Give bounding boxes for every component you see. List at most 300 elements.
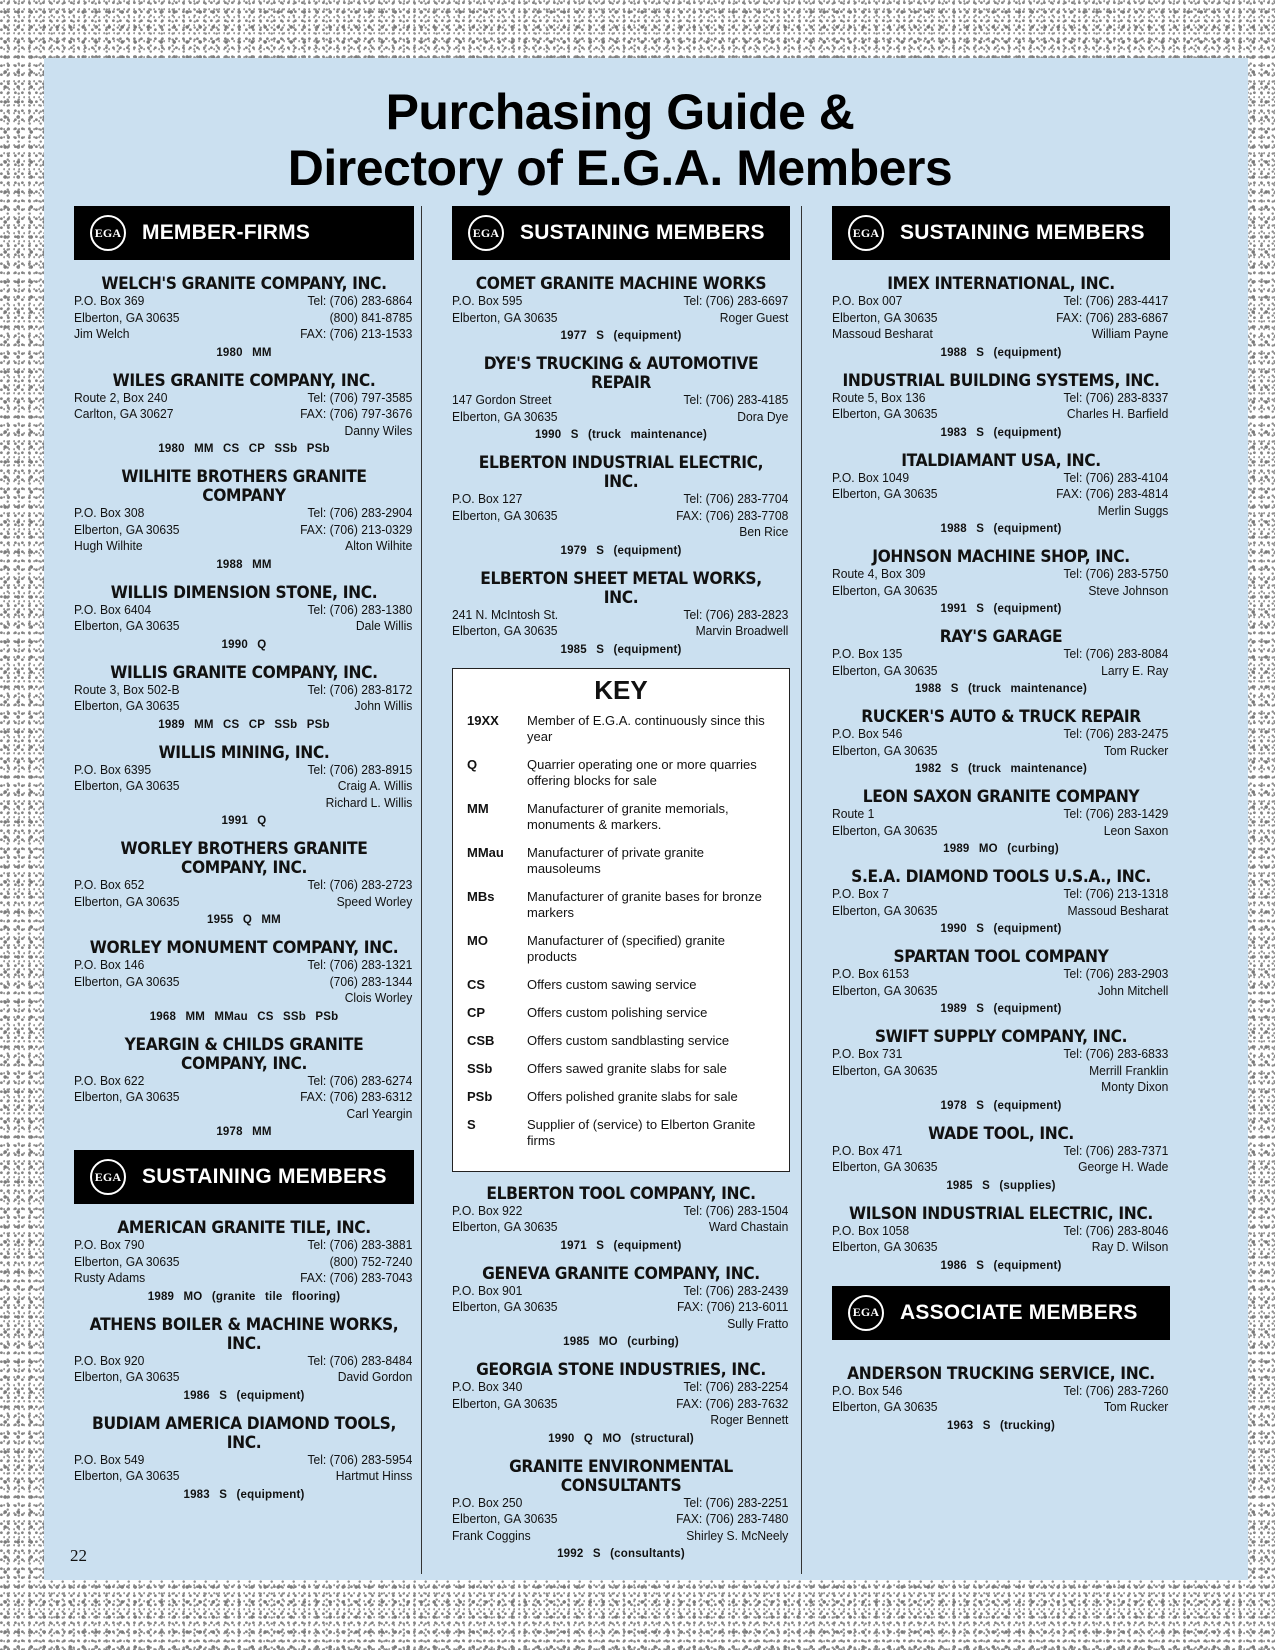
contact-line: (800) 752-7240 <box>329 1253 413 1269</box>
codes-text: 1983 S (equipment) <box>183 1488 305 1501</box>
contact-block <box>307 762 412 812</box>
contact-line: Tel: (706) 283-2251 <box>683 1494 789 1510</box>
directory-entry <box>832 787 1170 857</box>
address-line: Elberton, GA 30635 <box>832 982 938 998</box>
contact-line: Tel: (706) 283-2439 <box>683 1282 789 1298</box>
contact-line: George H. Wade <box>1078 1159 1169 1174</box>
address-block <box>832 1046 938 1096</box>
contact-line: Tel: (706) 283-2823 <box>683 606 789 622</box>
key-code: CSB <box>467 1032 495 1048</box>
codes-text: 1955 Q MM <box>207 914 281 926</box>
directory-entry <box>832 1204 1170 1274</box>
key-description: Supplier of (service) to Elberton Granite firms <box>527 1116 756 1148</box>
address-line: Elberton, GA 30635 <box>74 893 180 909</box>
company-name: S.E.A. DIAMOND TOOLS U.S.A., INC. <box>851 867 1151 886</box>
banner-label: SUSTAINING MEMBERS <box>520 221 765 244</box>
directory-list <box>74 274 414 1140</box>
banner-label: SUSTAINING MEMBERS <box>900 221 1145 244</box>
member-codes <box>832 1178 1170 1194</box>
member-codes <box>452 328 790 344</box>
contact-line: Massoud Besharat <box>1067 902 1169 918</box>
contact-line: Tel: (706) 283-4417 <box>1063 293 1169 308</box>
contact-line: Tel: (706) 283-2904 <box>307 505 413 520</box>
key-row <box>467 889 775 921</box>
entry-details <box>832 1143 1168 1176</box>
contact-line: John Willis <box>354 698 413 713</box>
key-description: Manufacturer of private granite mausoleums <box>527 844 705 876</box>
contact-line: Tel: (706) 283-6274 <box>307 1072 413 1088</box>
contact-line: Tel: (706) 283-1321 <box>307 957 413 972</box>
contact-line: Shirley S. McNeely <box>686 1527 789 1543</box>
member-codes <box>74 1009 414 1025</box>
company-name: JOHNSON MACHINE SHOP, INC. <box>872 547 1130 566</box>
address-line: P.O. Box 549 <box>74 1451 145 1467</box>
address-block <box>452 392 558 425</box>
member-codes <box>832 1258 1170 1274</box>
directory-entry <box>832 707 1170 777</box>
entry-details <box>832 646 1168 679</box>
contact-block <box>300 1237 412 1287</box>
key-code: MO <box>467 932 488 948</box>
contact-line: Sully Fratto <box>727 1315 789 1331</box>
key-description: Manufacturer of granite memorials, monuments & markers. <box>527 800 729 832</box>
contact-line: FAX: (706) 213-1533 <box>300 326 413 341</box>
address-line: Elberton, GA 30635 <box>74 309 180 325</box>
key-title: KEY <box>594 674 648 705</box>
contact-line: Leon Saxon <box>1103 822 1169 838</box>
contact-line: Monty Dixon <box>1101 1079 1169 1094</box>
contact-block <box>676 491 788 541</box>
banner-label: SUSTAINING MEMBERS <box>142 1165 387 1188</box>
contact-block <box>1063 886 1168 919</box>
company-name: WILHITE BROTHERS GRANITE COMPANY <box>121 467 367 505</box>
entry-details <box>74 602 412 635</box>
contact-block <box>1056 293 1168 343</box>
company-name: IMEX INTERNATIONAL, INC. <box>887 274 1115 293</box>
contact-block <box>307 602 412 635</box>
directory-entry <box>832 947 1170 1017</box>
contact-block <box>300 293 412 343</box>
address-block <box>832 726 938 759</box>
member-codes <box>832 1418 1170 1434</box>
key-description: Manufacturer of granite bases for bronze markers <box>527 888 762 920</box>
member-codes <box>74 717 414 733</box>
address-line: Elberton, GA 30635 <box>832 309 938 325</box>
key-row <box>467 977 775 993</box>
section-banner <box>832 1286 1170 1340</box>
address-block <box>452 1283 558 1333</box>
contact-line: Tel: (706) 283-8084 <box>1063 646 1169 661</box>
key-description: Offers polished granite slabs for sale <box>527 1088 738 1104</box>
title-line-2: Directory of E.G.A. Members <box>287 140 953 196</box>
contact-line: FAX: (706) 283-6312 <box>300 1089 413 1104</box>
address-line: Elberton, GA 30635 <box>452 623 558 638</box>
address-line: P.O. Box 250 <box>452 1494 523 1510</box>
company-name: WILLIS DIMENSION STONE, INC. <box>110 582 378 602</box>
address-line: Elberton, GA 30635 <box>452 1395 558 1411</box>
company-name: WORLEY BROTHERS GRANITE COMPANY, INC. <box>120 839 368 877</box>
contact-line: Carl Yeargin <box>346 1105 413 1121</box>
company-name: COMET GRANITE MACHINE WORKS <box>475 274 767 293</box>
address-line: Route 1 <box>832 806 875 821</box>
address-line: Elberton, GA 30635 <box>452 507 558 523</box>
directory-entry <box>74 274 414 361</box>
codes-text: 1986 S (equipment) <box>183 1389 305 1402</box>
contact-line: Larry E. Ray <box>1101 662 1169 678</box>
address-line: P.O. Box 790 <box>74 1237 145 1252</box>
directory-entry <box>452 274 790 344</box>
contact-line: Dora Dye <box>737 408 789 424</box>
address-line: Elberton, GA 30635 <box>74 521 180 537</box>
section-banner <box>452 206 790 260</box>
key-row <box>467 1033 775 1049</box>
address-block <box>74 682 180 715</box>
address-block <box>452 293 558 326</box>
entry-details <box>452 1283 788 1333</box>
contact-line: Ben Rice <box>739 524 789 539</box>
company-name: GRANITE ENVIRONMENTAL CONSULTANTS <box>509 1456 733 1495</box>
address-line: Jim Welch <box>74 326 130 341</box>
member-codes <box>832 681 1170 697</box>
address-block <box>74 390 173 440</box>
contact-line: Tel: (706) 283-4185 <box>683 392 789 407</box>
directory-entry <box>832 627 1170 697</box>
member-codes <box>452 427 790 443</box>
contact-line: Merrill Franklin <box>1089 1062 1169 1078</box>
contact-line: Steve Johnson <box>1088 582 1169 598</box>
address-block <box>74 1237 180 1287</box>
entry-details <box>74 1452 412 1485</box>
contact-line: Tel: (706) 213-1318 <box>1063 886 1169 901</box>
address-line: P.O. Box 920 <box>74 1352 145 1368</box>
contact-line: Tel: (706) 283-2254 <box>683 1379 789 1394</box>
codes-text: 1986 S (equipment) <box>940 1259 1062 1272</box>
contact-line: FAX: (706) 283-7708 <box>676 507 789 523</box>
entry-details <box>452 1203 788 1236</box>
directory-entry <box>452 1184 790 1254</box>
contact-line: Tel: (706) 283-5954 <box>307 1451 413 1467</box>
contact-line: FAX: (706) 283-6867 <box>1056 309 1169 325</box>
entry-details <box>832 470 1168 520</box>
address-line: P.O. Box 546 <box>832 1382 903 1398</box>
address-line: P.O. Box 135 <box>832 646 903 661</box>
entry-details <box>832 566 1168 599</box>
entry-details <box>452 607 788 640</box>
key-row <box>467 845 775 877</box>
key-description: Quarrier operating one or more quarries offering blocks for sale <box>527 756 757 788</box>
address-line: Rusty Adams <box>74 1270 146 1285</box>
address-line: P.O. Box 652 <box>74 877 145 892</box>
address-line: Elberton, GA 30635 <box>74 973 180 989</box>
address-line: P.O. Box 1049 <box>832 469 910 485</box>
codes-text: 1980 MM CS CP SSb PSb <box>158 443 330 455</box>
member-codes <box>832 921 1170 937</box>
contact-line: Hartmut Hinss <box>335 1468 413 1483</box>
key-code: Q <box>467 756 478 772</box>
address-line: P.O. Box 369 <box>74 293 145 308</box>
company-name: INDUSTRIAL BUILDING SYSTEMS, INC. <box>842 370 1160 390</box>
contact-line: Tel: (706) 283-1504 <box>683 1202 789 1218</box>
contact-line: Tel: (706) 283-4104 <box>1063 469 1169 485</box>
contact-block <box>1063 1143 1168 1176</box>
contact-line: Tel: (706) 283-2475 <box>1063 726 1169 741</box>
address-line: P.O. Box 622 <box>74 1072 145 1088</box>
address-block <box>74 505 180 555</box>
address-block <box>74 1353 180 1386</box>
address-line: P.O. Box 901 <box>452 1282 523 1298</box>
codes-text: 1979 S (equipment) <box>560 544 682 557</box>
contact-line: Merlin Suggs <box>1097 502 1169 518</box>
contact-block <box>307 877 412 910</box>
contact-line: FAX: (706) 283-7632 <box>676 1395 789 1411</box>
address-block <box>832 390 938 423</box>
member-codes <box>832 425 1170 441</box>
key-row <box>467 801 775 833</box>
address-line: Frank Coggins <box>452 1527 531 1543</box>
contact-block <box>1063 566 1168 599</box>
ega-logo-icon: EGA <box>848 1295 884 1331</box>
entry-details <box>832 1383 1168 1416</box>
contact-line: Tel: (706) 283-6864 <box>307 293 413 308</box>
entry-details <box>832 293 1168 343</box>
contact-line: FAX: (706) 283-7043 <box>300 1270 413 1285</box>
address-block <box>452 1203 558 1236</box>
codes-text: 1985 MO (curbing) <box>563 1336 679 1348</box>
contact-line: Tom Rucker <box>1103 1399 1169 1414</box>
address-line: Elberton, GA 30635 <box>74 618 180 633</box>
codes-text: 1989 MO (granite tile flooring) <box>147 1290 341 1303</box>
directory-entry <box>74 371 414 458</box>
contact-line: (800) 841-8785 <box>329 309 413 325</box>
directory-entry <box>832 547 1170 617</box>
codes-text: 1990 Q <box>221 638 267 651</box>
contact-line: FAX: (706) 283-7480 <box>676 1511 789 1526</box>
entry-details <box>74 390 412 440</box>
contact-line: Tel: (706) 797-3585 <box>307 389 413 405</box>
codes-text: 1988 S (equipment) <box>940 346 1062 359</box>
address-line: P.O. Box 471 <box>832 1142 903 1158</box>
contact-line: Marvin Broadwell <box>695 623 789 638</box>
member-codes <box>74 1289 414 1305</box>
directory-entry <box>74 743 414 830</box>
codes-text: 1985 S (supplies) <box>946 1179 1056 1192</box>
contact-block <box>1063 1223 1168 1256</box>
company-name: GENEVA GRANITE COMPANY, INC. <box>482 1263 760 1283</box>
address-line: P.O. Box 1058 <box>832 1222 910 1238</box>
contact-line: Roger Bennett <box>710 1412 789 1427</box>
member-codes <box>74 1388 414 1404</box>
address-line: P.O. Box 127 <box>452 491 523 506</box>
page-title <box>240 84 1000 196</box>
codes-text: 1988 S (truck maintenance) <box>914 683 1088 695</box>
address-block <box>832 966 938 999</box>
contact-line: Craig A. Willis <box>337 778 413 793</box>
address-block <box>832 566 938 599</box>
address-block <box>832 1223 938 1256</box>
directory-entry <box>74 938 414 1025</box>
member-codes <box>74 1124 414 1140</box>
address-line: Elberton, GA 30635 <box>832 1159 938 1174</box>
codes-text: 1991 S (equipment) <box>940 603 1062 615</box>
company-name: ATHENS BOILER & MACHINE WORKS, INC. <box>89 1314 399 1353</box>
entry-details <box>74 877 412 910</box>
key-code: SSb <box>467 1060 493 1076</box>
address-line: Elberton, GA 30635 <box>832 1399 938 1414</box>
contact-block <box>300 505 412 555</box>
directory-entry <box>452 1360 790 1447</box>
company-name: SWIFT SUPPLY COMPANY, INC. <box>874 1027 1128 1046</box>
entry-details <box>452 392 788 425</box>
contact-line: Tel: (706) 283-7704 <box>683 491 789 506</box>
address-line: Route 4, Box 309 <box>832 566 926 581</box>
address-block <box>74 602 180 635</box>
codes-text: 1985 S (equipment) <box>560 643 682 656</box>
directory-list <box>452 1184 790 1563</box>
contact-line: Tel: (706) 283-8046 <box>1063 1222 1169 1238</box>
address-line: Elberton, GA 30635 <box>452 1299 558 1314</box>
contact-block <box>676 1379 788 1429</box>
address-line: Route 3, Box 502-B <box>74 681 180 697</box>
key-row <box>467 1005 775 1021</box>
contact-line: Tel: (706) 283-2723 <box>307 877 413 892</box>
address-block <box>832 646 938 679</box>
banner-label: MEMBER-FIRMS <box>142 221 311 244</box>
key-row <box>467 757 775 789</box>
company-name: WILLIS MINING, INC. <box>158 742 330 762</box>
member-codes <box>832 601 1170 617</box>
contact-line: Tel: (706) 283-8172 <box>307 681 413 697</box>
codes-text: 1988 S (equipment) <box>940 523 1062 535</box>
contact-line: Clois Worley <box>344 990 413 1005</box>
contact-line: Tel: (706) 283-8484 <box>307 1352 413 1368</box>
address-block <box>452 1495 558 1545</box>
contact-line: FAX: (706) 213-6011 <box>676 1299 789 1314</box>
key-description: Offers sawed granite slabs for sale <box>527 1060 727 1076</box>
address-line: Elberton, GA 30635 <box>452 309 558 325</box>
column-divider <box>421 206 422 1574</box>
company-name: WORLEY MONUMENT COMPANY, INC. <box>89 938 399 957</box>
directory-entry <box>832 1124 1170 1194</box>
address-line: P.O. Box 340 <box>452 1379 523 1394</box>
entry-details <box>452 1379 788 1429</box>
address-line: Elberton, GA 30635 <box>832 742 938 758</box>
directory-entry <box>74 839 414 928</box>
directory-entry <box>832 867 1170 937</box>
contact-block <box>683 607 788 640</box>
key-row <box>467 1117 775 1149</box>
address-line: 241 N. McIntosh St. <box>452 606 559 622</box>
member-codes <box>452 1238 790 1254</box>
address-line: P.O. Box 595 <box>452 293 523 308</box>
codes-text: 1992 S (consultants) <box>557 1548 685 1560</box>
contact-line: Roger Guest <box>719 309 789 325</box>
member-codes <box>74 441 414 457</box>
contact-line: Tel: (706) 283-2903 <box>1063 966 1169 981</box>
entry-details <box>74 762 412 812</box>
section-banner <box>74 1150 414 1204</box>
key-code: MM <box>467 800 489 816</box>
codes-text: 1990 S (truck maintenance) <box>534 429 708 441</box>
directory-list <box>832 1364 1170 1434</box>
contact-block <box>300 390 412 440</box>
entry-details <box>832 1223 1168 1256</box>
contact-block <box>1056 470 1168 520</box>
company-name: WILES GRANITE COMPANY, INC. <box>112 370 376 390</box>
address-line: Elberton, GA 30635 <box>832 582 938 598</box>
directory-entry <box>832 371 1170 441</box>
entry-details <box>74 505 412 555</box>
contact-line: William Payne <box>1091 326 1169 341</box>
contact-line: Tel: (706) 283-7371 <box>1063 1142 1169 1158</box>
address-block <box>74 1073 180 1123</box>
contact-block <box>307 682 412 715</box>
codes-text: 1982 S (truck maintenance) <box>914 763 1088 775</box>
address-line: Route 5, Box 136 <box>832 389 926 405</box>
key-row <box>467 933 775 965</box>
address-line: P.O. Box 6395 <box>74 761 152 777</box>
key-description: Member of E.G.A. continuously since this year <box>527 712 765 744</box>
address-block <box>832 1143 938 1176</box>
address-line: 147 Gordon Street <box>452 392 552 407</box>
contact-line: Charles H. Barfield <box>1066 406 1169 421</box>
entry-details <box>74 682 412 715</box>
member-codes <box>832 841 1170 857</box>
key-row <box>467 1061 775 1077</box>
address-line: P.O. Box 6404 <box>74 601 152 617</box>
entry-details <box>452 293 788 326</box>
address-block <box>452 607 558 640</box>
key-code: S <box>467 1116 476 1132</box>
directory-entry <box>74 1218 414 1305</box>
contact-block <box>300 1073 412 1123</box>
entry-details <box>74 1353 412 1386</box>
address-block <box>832 886 938 919</box>
entry-details <box>832 886 1168 919</box>
member-codes <box>74 345 414 361</box>
contact-line: Tom Rucker <box>1103 742 1169 758</box>
directory-entry <box>74 1315 414 1404</box>
directory-entry <box>74 467 414 573</box>
directory-entry <box>74 1414 414 1503</box>
contact-block <box>1063 1383 1168 1416</box>
member-codes <box>74 557 414 573</box>
contact-block <box>307 957 412 1007</box>
column-sustaining <box>452 206 790 1572</box>
directory-entry <box>74 583 414 653</box>
entry-details <box>452 1495 788 1545</box>
contact-line: Ray D. Wilson <box>1091 1239 1169 1254</box>
contact-block <box>1063 806 1168 839</box>
contact-line: Tel: (706) 283-8337 <box>1063 389 1169 405</box>
address-line: Elberton, GA 30635 <box>832 406 938 421</box>
directory-entry <box>452 1457 790 1563</box>
banner-label: ASSOCIATE MEMBERS <box>900 1300 1138 1324</box>
codes-text: 1977 S (equipment) <box>560 330 682 342</box>
member-codes <box>74 813 414 829</box>
codes-text: 1990 S (equipment) <box>940 923 1062 935</box>
key-code: CS <box>467 976 486 992</box>
member-codes <box>832 761 1170 777</box>
address-line: Elberton, GA 30635 <box>74 1089 180 1104</box>
key-code: MMau <box>467 844 504 860</box>
contact-line: Tel: (706) 283-6697 <box>683 293 789 308</box>
address-block <box>452 1379 558 1429</box>
address-block <box>74 1452 180 1485</box>
address-block <box>832 293 938 343</box>
address-line: Elberton, GA 30635 <box>832 1239 938 1254</box>
contact-block <box>683 293 788 326</box>
contact-block <box>307 1353 412 1386</box>
